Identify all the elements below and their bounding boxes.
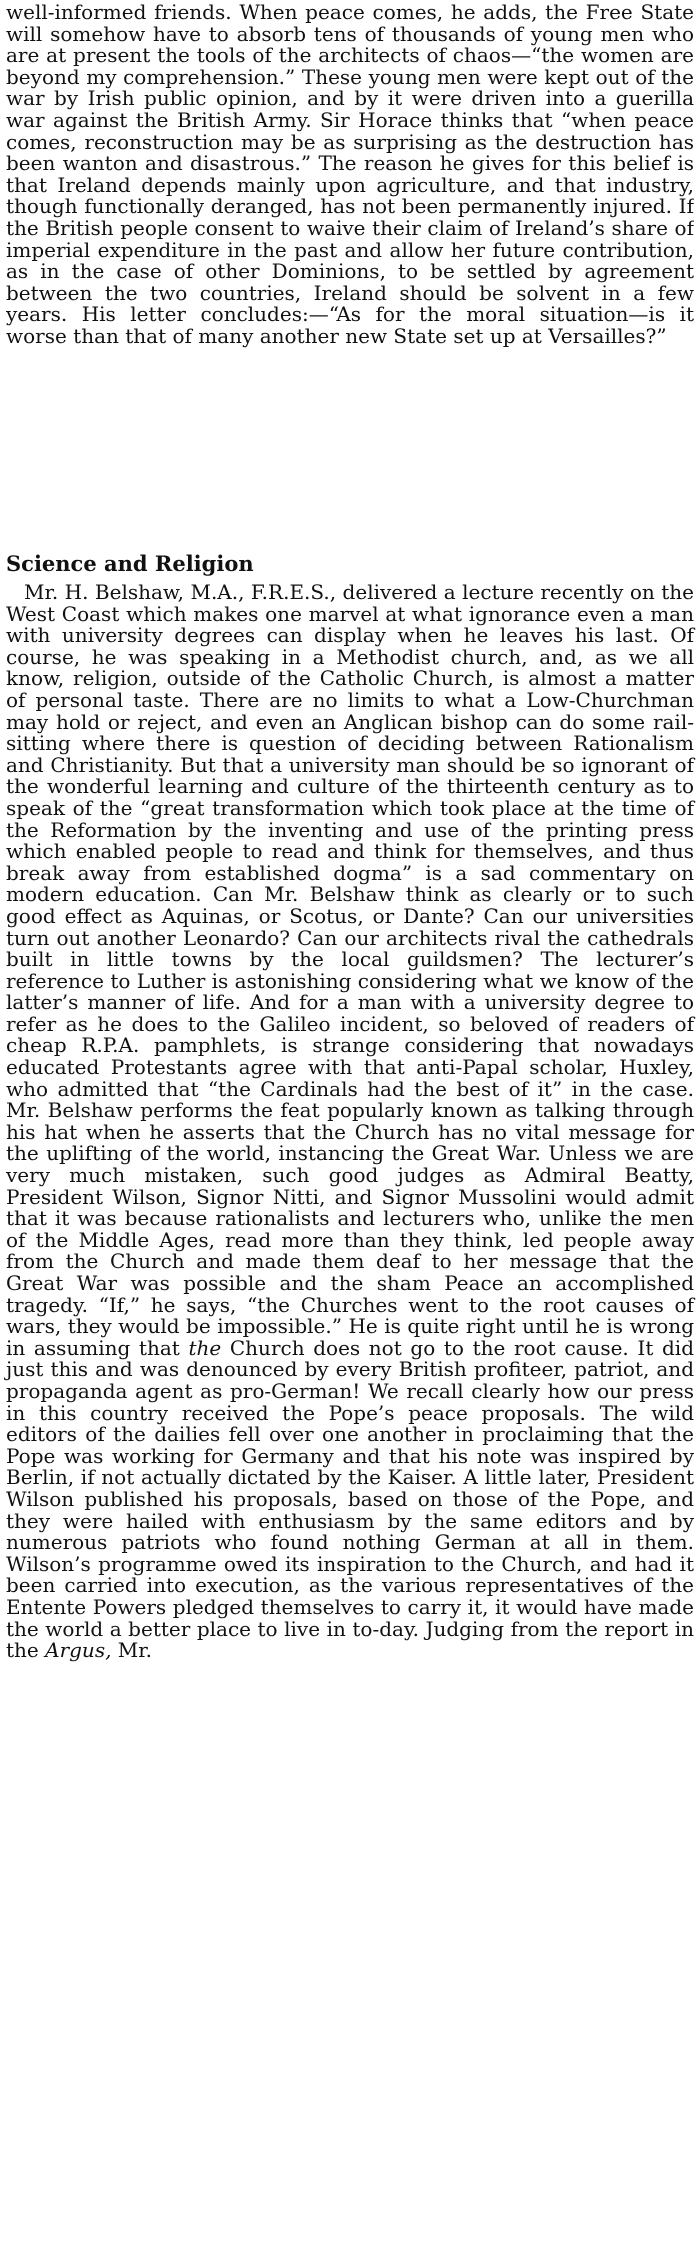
paragraph-top: well-informed friends. When peace comes, he adds, the Free State will somehow have to absorb tens of thousands of young men who are at present the tools of the architects of chaos—“the women are beyond my comprehension.” These young men were kept out of the war by Irish public opinion, and by it were driven into a guerilla war against the British Army. Sir Horace thinks that “when peace comes, reconstruction may be as surprising as the destruction has been wanton and disastrous.” The reason he gives for this belief is that Ireland depends mainly upon agriculture, and that industry, though functionally deranged, has not been permanently injured. If the British people consent to waive their claim of Ireland’s share of imperial expenditure in the past and allow her future contribution, as in the case of other Dominions, to be settled by agreement between the two countries, Ireland should be solvent in a few years. His letter concludes:—“As for the moral situation—is it worse than that of many another new State set up at Versailles?” [6,2,694,348]
section-body [6,582,694,1662]
section-heading: Science and Religion [6,551,254,576]
section-paragraph [6,582,694,1662]
paragraph-trailing: Mr. [117,1638,152,1663]
paragraph-part-a: Mr. H. Belshaw, M.A., F.R.E.S., delivered a lecture recently on the West Coast which makes one marvel at what ignorance even a man with university degrees can display when he leaves his last. Of course, he was speaking in a Methodist church, and, as we all know, religion, outside of the Catholic Church, is almost a matter of personal taste. There are no limits to what a Low-Churchman may hold or reject, and even an Anglican bishop can do some rail-sitting where there is question of deciding between Rationalism and Christianity. But that a university man should be so ignorant of the wonderful learning and culture of the thirteenth century as to speak of the “great transformation which took place at the time of the Reformation by the inventing and use of the printing press which enabled people to read and think for themselves, and thus break away from established dogma” is a sad commentary on modern education. Can Mr. Belshaw think as clearly or to such good effect as Aquinas, or Scotus, or Dante? Can our universities turn out another Leonardo? Can our architects rival the cathedrals built in little towns by the local guildsmen? The lecturer’s reference to Luther is astonishing considering what we know of the latter’s manner of life. And for a man with a university degree to refer as he does to the Galileo incident, so beloved of readers of cheap R.P.A. pamphlets, is strange considering that nowadays educated Protestants agree with that anti-Papal scholar, Huxley, who admitted that “the Cardinals had the best of it” in the case. Mr. Belshaw performs the feat popularly known as talking through his hat when he asserts that the Church has no vital message for the uplifting of the world, instancing the Great War. Unless we are very much mistaken, such good judges as Admiral Beatty, President Wilson, Signor Nitti, and Signor Mussolini would admit that it was because rationalists and lecturers who, unlike the men of the Middle Ages, read more than they think, led people away from the Church and made them deaf to her message that the Great War was possible and the sham Peace an accomplished tragedy. “If,” he says, “the Churches went to the root causes of wars, they would be impossible.” He is quite right until he is wrong in assuming that [6,580,694,1360]
paragraph-part-b: Church does not go to the root cause. It did just this and was denounced by every British profiteer, patriot, and propaganda agent as pro-German! We recall clearly how our press in this country received the Pope’s peace proposals. The wild editors of the dailies fell over one another in proclaiming that the Pope was working for Germany and that his note was inspired by Berlin, if not actually dictated by the Kaiser. A little later, President Wilson published his proposals, based on those of the Pope, and they were hailed with enthusiasm by the same editors and by numerous patriots who found nothing German at all in them. Wilson’s programme owed its inspiration to the Church, and had it been carried into execution, as the various representatives of the Entente Powers pledged themselves to carry it, it would have made the world a better place to live in to-day. Judging from the report in the [6,1335,695,1663]
article-continuation [6,2,694,542]
newspaper-name: Argus, [45,1638,112,1663]
italic-word: the [188,1335,222,1360]
